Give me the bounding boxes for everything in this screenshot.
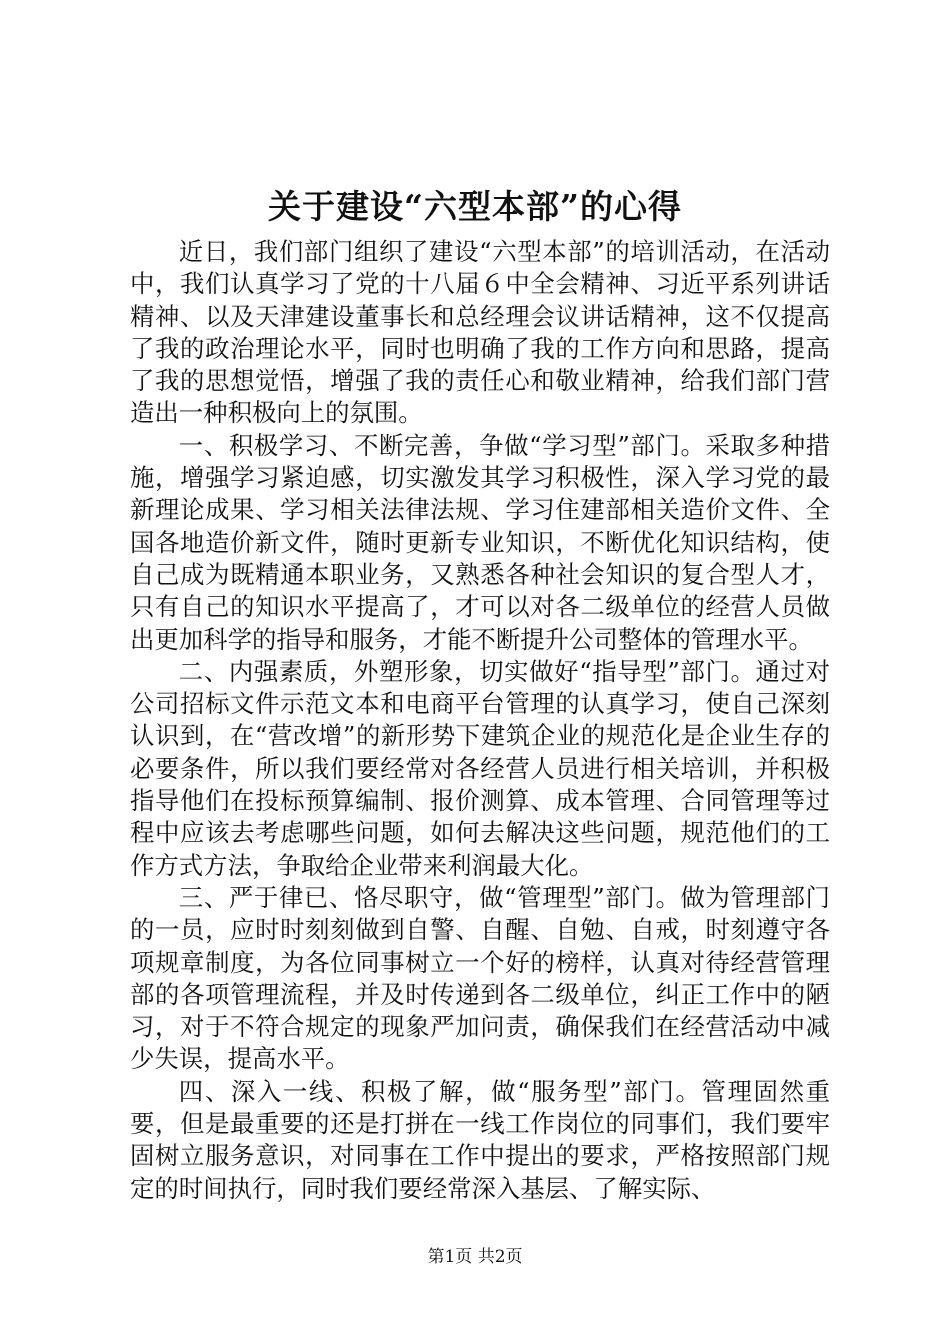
page-number-footer: 第1页 共2页: [427, 1247, 523, 1267]
paragraph-learning: 一、积极学习、不断完善，争做“学习型”部门。采取多种措施，增强学习紧迫感，切实激发其学习积极性，深入学习党的最新理论成果、学习相关法律法规、学习住建部相关造价文件、全国各地造价新文件，随时更新专业知识，不断优化知识结构，使自己成为既精通本职业务，又熟悉各种社会知识的复合型人才，只有自己的知识水平提高了，才可以对各二级单位的经营人员做出更加科学的指导和服务，才能不断提升公司整体的管理水平。: [130, 430, 830, 654]
paragraph-intro: 近日，我们部门组织了建设“六型本部”的培训活动，在活动中，我们认真学习了党的十八届６中全会精神、习近平系列讲话精神、以及天津建设董事长和总经理会议讲话精神，这不仅提高了我的政治理论水平，同时也明确了我的工作方向和思路，提高了我的思想觉悟，增强了我的责任心和敬业精神，给我们部门营造出一种积极向上的氛围。: [130, 237, 830, 428]
paragraph-guidance: 二、内强素质，外塑形象，切实做好“指导型”部门。通过对公司招标文件示范文本和电商平台管理的认真学习，使自己深刻认识到，在“营改增”的新形势下建筑企业的规范化是企业生存的必要条件，所以我们要经常对各经营人员进行相关培训，并积极指导他们在投标预算编制、报价测算、成本管理、合同管理等过程中应该去考虑哪些问题，如何去解决这些问题，规范他们的工作方式方法，争取给企业带来利润最大化。: [130, 656, 830, 880]
paragraph-management: 三、严于律已、恪尽职守，做“管理型”部门。做为管理部门的一员，应时时刻刻做到自警、自醒、自勉、自戒，时刻遵守各项规章制度，为各位同事树立一个好的榜样，认真对待经营管理部的各项管理流程，并及时传递到各二级单位，纠正工作中的陋习，对于不符合规定的现象严加问责，确保我们在经营活动中减少失误，提高水平。: [130, 882, 830, 1074]
paragraph-service: 四、深入一线、积极了解，做“服务型”部门。管理固然重要，但是最重要的还是打拼在一线工作岗位的同事们，我们要牢固树立服务意识，对同事在工作中提出的要求，严格按照部门规定的时间执行，同时我们要经常深入基层、了解实际、: [130, 1076, 830, 1203]
document-title: 关于建设“六型本部”的心得: [268, 187, 682, 226]
document-body: [130, 236, 830, 1205]
